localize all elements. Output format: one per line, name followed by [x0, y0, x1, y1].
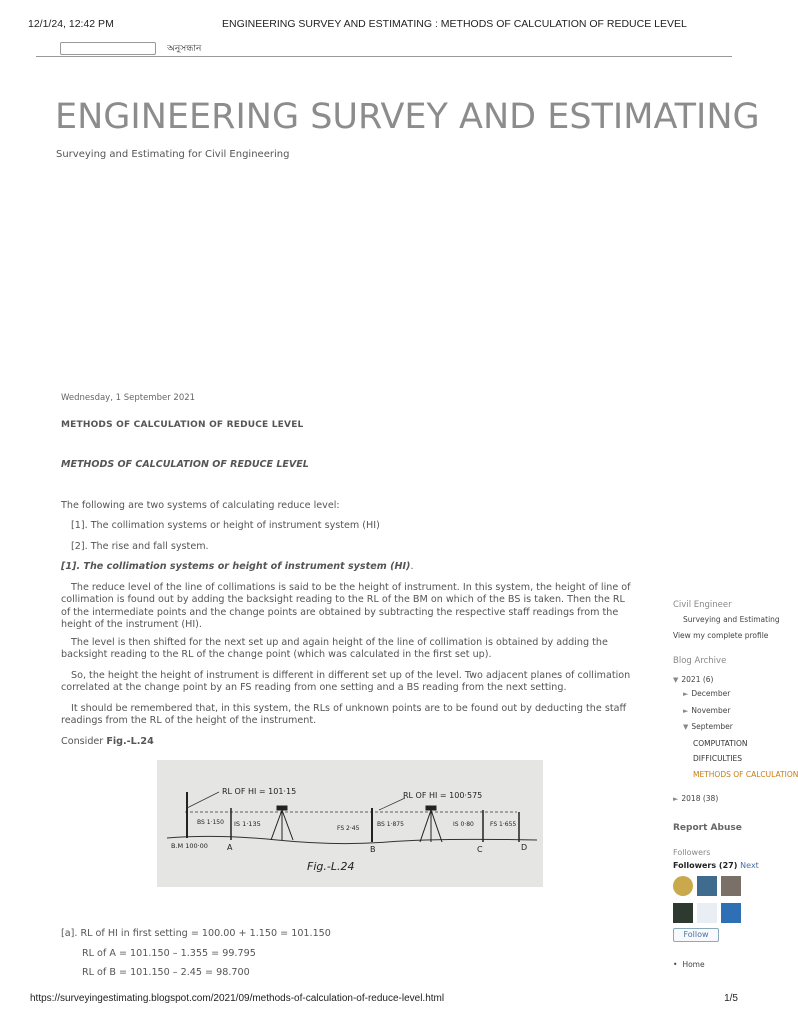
follower-avatar[interactable] [721, 876, 741, 896]
view-profile-link[interactable]: View my complete profile [673, 631, 769, 640]
post-intro: The following are two systems of calculating reduce level: [61, 499, 340, 511]
search-bar [60, 38, 201, 57]
figure-l24-image[interactable] [157, 760, 543, 887]
paragraph-1: The reduce level of the line of collimations is said to be the height of instrument. In this system, the height of line of collimation is found out by adding the backsight reading to the RL of the BM on which of the BS is taken. Then the RL of the intermediate points and the change points are obtained by subtracting the respective staff readings from the height of the instrument (HI). [61, 581, 631, 630]
section-heading-period: . [410, 561, 414, 572]
fig-label-fs-1: FS 2·45 [337, 825, 360, 832]
fig-label-bs-1: BS 1·150 [197, 819, 224, 826]
sidebar [673, 596, 798, 986]
figure-reference: Fig.-L.24 [106, 735, 154, 747]
profile-blog-link[interactable]: Surveying and Estimating [683, 615, 780, 624]
toggle-collapsed-icon[interactable]: ► [683, 690, 689, 698]
toggle-expanded-icon[interactable]: ▼ [683, 723, 689, 731]
archive-post-link[interactable]: COMPUTATION [693, 739, 748, 748]
fig-label-is-1: IS 1·135 [234, 820, 261, 828]
followers-count-text: Followers (27) [673, 861, 738, 870]
post-date: Wednesday, 1 September 2021 [61, 393, 196, 403]
post-title[interactable]: METHODS OF CALCULATION OF REDUCE LEVEL [61, 419, 304, 430]
paragraph-3: So, the height the height of instrument is different in different set up of the level. Two adjacent planes of collimation correlated at the change point by an FS reading from one setting and a BS reading from the next setting. [61, 669, 631, 693]
follower-avatar[interactable] [697, 903, 717, 923]
search-input[interactable] [60, 42, 156, 55]
toggle-expanded-icon[interactable]: ▼ [673, 676, 679, 684]
calculation-block [61, 928, 331, 980]
fig-label-bm: B.M 100·00 [171, 842, 208, 850]
archive-2021-label[interactable]: 2021 (6) [681, 675, 714, 684]
blog-description: Surveying and Estimating for Civil Engineering [56, 149, 290, 160]
post-heading: METHODS OF CALCULATION OF REDUCE LEVEL [61, 459, 309, 470]
calc-heading: [a]. RL of HI in first setting = 100.00 + 1.150 = 101.150 [61, 928, 331, 939]
archive-2018[interactable] [673, 794, 718, 803]
report-abuse-link[interactable]: Report Abuse [673, 823, 742, 833]
section-heading-text: [1]. The collimation systems or height of instrument system (HI) [61, 561, 411, 572]
paragraph-2: The level is then shifted for the next set up and again height of the line of collimation is obtained by adding the backsight reading to the RL of the change point (which was calculated in the first set up). [61, 636, 608, 660]
print-page-title: ENGINEERING SURVEY AND ESTIMATING : METHODS OF CALCULATION OF REDUCE LEVEL [222, 18, 687, 30]
archive-post-link-current[interactable]: METHODS OF CALCULATION [693, 770, 798, 779]
archive-november-label[interactable]: November [691, 706, 731, 715]
fig-label-point-c: C [477, 845, 483, 854]
toggle-collapsed-icon[interactable]: ► [683, 707, 689, 715]
level-instrument-1 [271, 806, 293, 840]
archive-2021[interactable] [673, 675, 714, 684]
follower-avatar[interactable] [721, 903, 741, 923]
paragraph-4: It should be remembered that, in this system, the RLs of unknown points are to be found out by deducting the staff readings from the RL of the height of the instrument. [61, 702, 627, 726]
home-link-label[interactable]: Home [682, 960, 705, 969]
bullet-icon: • [673, 960, 678, 969]
fig-label-bs-2: BS 1·875 [377, 821, 404, 828]
calc-line-a: RL of A = 101.150 – 1.355 = 99.795 [82, 947, 256, 959]
archive-2018-label[interactable]: 2018 (38) [681, 794, 719, 803]
print-url: https://surveyingestimating.blogspot.com/2021/09/methods-of-calculation-of-reduce-level.html [30, 993, 445, 1004]
follower-avatar[interactable] [673, 876, 693, 896]
fig-label-point-a: A [227, 843, 233, 852]
post [61, 392, 636, 748]
level-instrument-2 [420, 806, 442, 842]
archive-december-label[interactable]: December [691, 689, 731, 698]
archive-post-link[interactable]: DIFFICULTIES [693, 754, 742, 763]
archive-december[interactable] [683, 689, 730, 698]
follow-button[interactable]: Follow [673, 928, 719, 942]
follower-avatar[interactable] [673, 903, 693, 923]
system-item-2: [2]. The rise and fall system. [71, 540, 209, 552]
consider-line [61, 736, 636, 749]
blog-archive-heading: Blog Archive [673, 656, 727, 666]
archive-september[interactable] [683, 722, 733, 731]
system-item-1: [1]. The collimation systems or height of instrument system (HI) [71, 520, 380, 531]
leveling-diagram [157, 760, 543, 887]
header-divider [36, 56, 732, 57]
archive-september-label[interactable]: September [691, 722, 733, 731]
followers-heading: Followers [673, 848, 711, 857]
toggle-collapsed-icon[interactable]: ► [673, 795, 679, 803]
section-heading [61, 561, 636, 574]
archive-november[interactable] [683, 706, 730, 715]
fig-label-fs-2: FS 1·655 [490, 821, 517, 828]
fig-caption: Fig.-L.24 [307, 860, 355, 873]
print-datetime: 12/1/24, 12:42 PM [28, 18, 114, 30]
fig-label-rl-hi-1: RL OF HI = 101·15 [222, 787, 297, 796]
followers-count [673, 861, 759, 870]
print-page-number: 1/5 [724, 993, 738, 1004]
fig-label-is-2: IS 0·80 [453, 821, 474, 828]
fig-label-rl-hi-2: RL OF HI = 100·575 [403, 791, 483, 800]
fig-label-point-b: B [370, 845, 376, 854]
follower-avatar[interactable] [697, 876, 717, 896]
search-button[interactable]: অনুসন্ধান [167, 44, 202, 54]
fig-label-point-d: D [521, 843, 528, 852]
profile-name[interactable]: Civil Engineer [673, 600, 732, 610]
followers-next-link[interactable]: Next [740, 861, 759, 870]
blog-title[interactable]: ENGINEERING SURVEY AND ESTIMATING [55, 97, 760, 137]
home-link[interactable] [673, 960, 705, 969]
ground-line [167, 836, 537, 843]
consider-prefix: Consider [61, 735, 107, 747]
calc-line-b: RL of B = 101.150 – 2.45 = 98.700 [82, 967, 250, 978]
